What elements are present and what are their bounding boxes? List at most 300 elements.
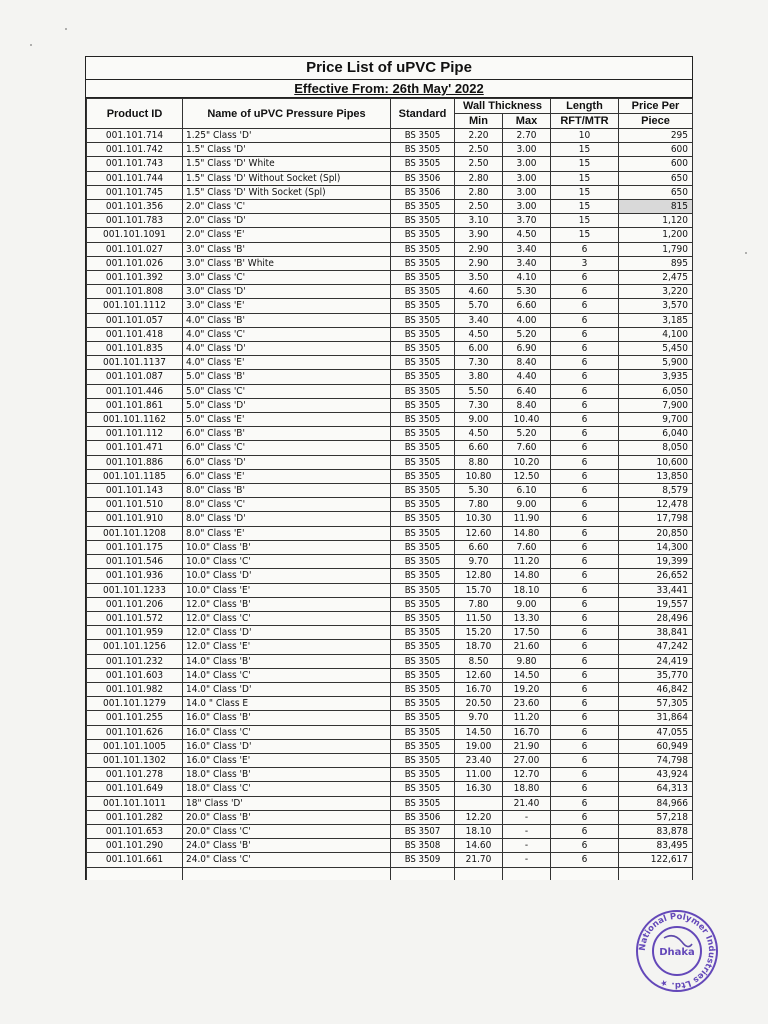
wall-max-cell: 5.20 (503, 327, 551, 341)
length-cell: 6 (551, 725, 619, 739)
scan-speck (30, 44, 32, 46)
pipe-name-cell: 20.0" Class 'B' (183, 810, 391, 824)
wall-max-cell: 14.80 (503, 569, 551, 583)
wall-max-cell: 3.00 (503, 157, 551, 171)
wall-max-cell: 6.10 (503, 484, 551, 498)
pipe-name-cell: 16.0" Class 'E' (183, 753, 391, 767)
wall-min-cell: 12.20 (455, 810, 503, 824)
length-cell: 6 (551, 555, 619, 569)
wall-min-cell: 7.80 (455, 498, 503, 512)
price-cell: 650 (619, 171, 693, 185)
table-row (87, 739, 693, 753)
product-id-cell: 001.101.886 (87, 455, 183, 469)
wall-max-cell: 3.40 (503, 242, 551, 256)
length-cell: 6 (551, 739, 619, 753)
wall-max-cell: 12.70 (503, 768, 551, 782)
standard-cell: BS 3505 (391, 555, 455, 569)
header-pipe-name: Name of uPVC Pressure Pipes (183, 99, 391, 129)
table-row (87, 512, 693, 526)
pipe-name-cell: 1.5" Class 'D' Without Socket (Spl) (183, 171, 391, 185)
product-id-cell: 001.101.255 (87, 711, 183, 725)
price-cell: 295 (619, 129, 693, 143)
length-cell: 6 (551, 711, 619, 725)
price-cell: 24,419 (619, 654, 693, 668)
product-id-cell: 001.101.510 (87, 498, 183, 512)
price-cell: 83,878 (619, 824, 693, 838)
wall-min-cell: 2.50 (455, 200, 503, 214)
blank-cell (87, 867, 183, 880)
wall-min-cell: 2.80 (455, 185, 503, 199)
standard-cell: BS 3505 (391, 697, 455, 711)
price-cell: 600 (619, 143, 693, 157)
table-row (87, 640, 693, 654)
length-cell: 15 (551, 171, 619, 185)
wall-min-cell: 4.50 (455, 327, 503, 341)
product-id-cell: 001.101.1091 (87, 228, 183, 242)
effective-date-text: Effective From: 26th May' 2022 (294, 81, 484, 96)
length-cell: 6 (551, 668, 619, 682)
table-row (87, 498, 693, 512)
wall-min-cell: 18.70 (455, 640, 503, 654)
scan-speck (745, 252, 747, 254)
price-cell: 28,496 (619, 611, 693, 625)
pipe-name-cell: 5.0" Class 'D' (183, 398, 391, 412)
standard-cell: BS 3505 (391, 129, 455, 143)
pipe-name-cell: 3.0" Class 'B' (183, 242, 391, 256)
length-cell: 6 (551, 540, 619, 554)
product-id-cell: 001.101.1185 (87, 469, 183, 483)
table-row (87, 824, 693, 838)
wall-min-cell: 4.60 (455, 285, 503, 299)
standard-cell: BS 3505 (391, 569, 455, 583)
pipe-name-cell: 3.0" Class 'C' (183, 271, 391, 285)
pipe-name-cell: 12.0" Class 'B' (183, 597, 391, 611)
product-id-cell: 001.101.1005 (87, 739, 183, 753)
table-row (87, 839, 693, 853)
wall-max-cell: 3.00 (503, 143, 551, 157)
header-price-unit: Piece (619, 114, 693, 129)
pipe-name-cell: 5.0" Class 'C' (183, 384, 391, 398)
table-row (87, 711, 693, 725)
length-cell: 10 (551, 129, 619, 143)
standard-cell: BS 3505 (391, 626, 455, 640)
wall-max-cell: 6.90 (503, 342, 551, 356)
standard-cell: BS 3505 (391, 413, 455, 427)
wall-min-cell: 2.90 (455, 242, 503, 256)
blank-cell (183, 867, 391, 880)
table-row (87, 427, 693, 441)
wall-max-cell: 12.50 (503, 469, 551, 483)
pipe-name-cell: 10.0" Class 'E' (183, 583, 391, 597)
price-cell: 33,441 (619, 583, 693, 597)
length-cell: 6 (551, 697, 619, 711)
wall-min-cell: 9.70 (455, 555, 503, 569)
pipe-name-cell: 5.0" Class 'E' (183, 413, 391, 427)
standard-cell: BS 3505 (391, 356, 455, 370)
wall-min-cell: 18.10 (455, 824, 503, 838)
product-id-cell: 001.101.546 (87, 555, 183, 569)
price-cell: 3,935 (619, 370, 693, 384)
standard-cell: BS 3505 (391, 384, 455, 398)
header-length-unit: RFT/MTR (551, 114, 619, 129)
table-row (87, 597, 693, 611)
wall-min-cell: 5.50 (455, 384, 503, 398)
wall-max-cell: 21.90 (503, 739, 551, 753)
blank-cell (503, 867, 551, 880)
table-row (87, 540, 693, 554)
pipe-name-cell: 16.0" Class 'B' (183, 711, 391, 725)
price-cell: 895 (619, 256, 693, 270)
table-row (87, 526, 693, 540)
wall-max-cell: 7.60 (503, 441, 551, 455)
price-cell: 74,798 (619, 753, 693, 767)
pipe-name-cell: 16.0" Class 'D' (183, 739, 391, 753)
standard-cell: BS 3505 (391, 540, 455, 554)
table-row (87, 143, 693, 157)
header-length: Length (551, 99, 619, 114)
length-cell: 6 (551, 441, 619, 455)
standard-cell: BS 3505 (391, 342, 455, 356)
price-cell: 13,850 (619, 469, 693, 483)
pipe-name-cell: 6.0" Class 'B' (183, 427, 391, 441)
header-max: Max (503, 114, 551, 129)
pipe-name-cell: 18.0" Class 'C' (183, 782, 391, 796)
table-row (87, 796, 693, 810)
price-cell: 8,050 (619, 441, 693, 455)
price-cell: 7,900 (619, 398, 693, 412)
table-row (87, 753, 693, 767)
wall-min-cell: 7.30 (455, 356, 503, 370)
pipe-name-cell: 1.5" Class 'D' With Socket (Spl) (183, 185, 391, 199)
wall-max-cell: 6.40 (503, 384, 551, 398)
table-row (87, 356, 693, 370)
table-row (87, 271, 693, 285)
wall-min-cell: 14.60 (455, 839, 503, 853)
standard-cell: BS 3505 (391, 484, 455, 498)
wall-min-cell: 10.80 (455, 469, 503, 483)
price-cell: 4,100 (619, 327, 693, 341)
wall-min-cell: 6.00 (455, 342, 503, 356)
length-cell: 6 (551, 753, 619, 767)
product-id-cell: 001.101.653 (87, 824, 183, 838)
wall-min-cell: 20.50 (455, 697, 503, 711)
standard-cell: BS 3506 (391, 185, 455, 199)
length-cell: 3 (551, 256, 619, 270)
pipe-name-cell: 3.0" Class 'B' White (183, 256, 391, 270)
pipe-name-cell: 2.0" Class 'D' (183, 214, 391, 228)
wall-min-cell: 3.50 (455, 271, 503, 285)
length-cell: 15 (551, 143, 619, 157)
standard-cell: BS 3505 (391, 143, 455, 157)
length-cell: 6 (551, 271, 619, 285)
table-row (87, 413, 693, 427)
standard-cell: BS 3506 (391, 810, 455, 824)
product-id-cell: 001.101.835 (87, 342, 183, 356)
product-id-cell: 001.101.175 (87, 540, 183, 554)
table-row (87, 555, 693, 569)
product-id-cell: 001.101.1256 (87, 640, 183, 654)
wall-max-cell: 14.50 (503, 668, 551, 682)
price-cell: 83,495 (619, 839, 693, 853)
price-cell: 1,200 (619, 228, 693, 242)
length-cell: 6 (551, 583, 619, 597)
product-id-cell: 001.101.087 (87, 370, 183, 384)
wall-min-cell: 15.70 (455, 583, 503, 597)
pipe-name-cell: 8.0" Class 'E' (183, 526, 391, 540)
table-row (87, 384, 693, 398)
price-cell: 57,218 (619, 810, 693, 824)
wall-min-cell: 3.80 (455, 370, 503, 384)
standard-cell: BS 3505 (391, 299, 455, 313)
pipe-name-cell: 12.0" Class 'C' (183, 611, 391, 625)
price-cell: 600 (619, 157, 693, 171)
wall-min-cell: 9.00 (455, 413, 503, 427)
table-body (87, 129, 693, 880)
standard-cell: BS 3505 (391, 682, 455, 696)
length-cell: 6 (551, 413, 619, 427)
wall-min-cell: 4.50 (455, 427, 503, 441)
wall-max-cell: 8.40 (503, 398, 551, 412)
table-row (87, 611, 693, 625)
product-id-cell: 001.101.290 (87, 839, 183, 853)
table-row (87, 853, 693, 867)
standard-cell: BS 3505 (391, 157, 455, 171)
price-cell: 6,040 (619, 427, 693, 441)
wall-max-cell: 5.30 (503, 285, 551, 299)
standard-cell: BS 3505 (391, 526, 455, 540)
pipe-name-cell: 20.0" Class 'C' (183, 824, 391, 838)
length-cell: 6 (551, 824, 619, 838)
standard-cell: BS 3505 (391, 370, 455, 384)
product-id-cell: 001.101.861 (87, 398, 183, 412)
price-cell: 57,305 (619, 697, 693, 711)
product-id-cell: 001.101.1112 (87, 299, 183, 313)
standard-cell: BS 3508 (391, 839, 455, 853)
blank-cell (619, 867, 693, 880)
wall-max-cell: 9.00 (503, 498, 551, 512)
length-cell: 15 (551, 185, 619, 199)
pipe-name-cell: 1.25" Class 'D' (183, 129, 391, 143)
price-table (86, 98, 693, 880)
wall-max-cell: 16.70 (503, 725, 551, 739)
header-wall-thickness: Wall Thickness (455, 99, 551, 114)
wall-min-cell: 16.30 (455, 782, 503, 796)
svg-text:National Polymer Industries Lt: National Polymer Industries Ltd. ★ (637, 911, 717, 991)
wall-min-cell: 6.60 (455, 441, 503, 455)
price-cell: 46,842 (619, 682, 693, 696)
price-cell: 38,841 (619, 626, 693, 640)
wall-min-cell: 8.80 (455, 455, 503, 469)
blank-cell (455, 867, 503, 880)
header-product-id: Product ID (87, 99, 183, 129)
pipe-name-cell: 4.0" Class 'C' (183, 327, 391, 341)
standard-cell: BS 3505 (391, 768, 455, 782)
table-row (87, 185, 693, 199)
wall-max-cell: 9.00 (503, 597, 551, 611)
standard-cell: BS 3505 (391, 753, 455, 767)
pipe-name-cell: 16.0" Class 'C' (183, 725, 391, 739)
product-id-cell: 001.101.603 (87, 668, 183, 682)
length-cell: 6 (551, 398, 619, 412)
wall-max-cell: 9.80 (503, 654, 551, 668)
wall-max-cell: 11.90 (503, 512, 551, 526)
standard-cell: BS 3505 (391, 214, 455, 228)
length-cell: 6 (551, 796, 619, 810)
product-id-cell: 001.101.112 (87, 427, 183, 441)
price-cell: 12,478 (619, 498, 693, 512)
price-cell: 19,399 (619, 555, 693, 569)
product-id-cell: 001.101.959 (87, 626, 183, 640)
wall-min-cell: 12.80 (455, 569, 503, 583)
standard-cell: BS 3505 (391, 512, 455, 526)
table-row (87, 782, 693, 796)
product-id-cell: 001.101.418 (87, 327, 183, 341)
price-cell: 3,185 (619, 313, 693, 327)
product-id-cell: 001.101.1208 (87, 526, 183, 540)
wall-min-cell: 7.80 (455, 597, 503, 611)
product-id-cell: 001.101.446 (87, 384, 183, 398)
wall-min-cell: 3.10 (455, 214, 503, 228)
standard-cell: BS 3505 (391, 427, 455, 441)
pipe-name-cell: 8.0" Class 'D' (183, 512, 391, 526)
product-id-cell: 001.101.982 (87, 682, 183, 696)
length-cell: 6 (551, 469, 619, 483)
table-row (87, 242, 693, 256)
header-price: Price Per (619, 99, 693, 114)
product-id-cell: 001.101.471 (87, 441, 183, 455)
product-id-cell: 001.101.1011 (87, 796, 183, 810)
pipe-name-cell: 14.0 " Class E (183, 697, 391, 711)
price-cell: 815 (619, 200, 693, 214)
price-cell: 47,055 (619, 725, 693, 739)
product-id-cell: 001.101.808 (87, 285, 183, 299)
length-cell: 6 (551, 810, 619, 824)
pipe-name-cell: 10.0" Class 'C' (183, 555, 391, 569)
length-cell: 6 (551, 626, 619, 640)
price-cell: 35,770 (619, 668, 693, 682)
header-min: Min (455, 114, 503, 129)
product-id-cell: 001.101.910 (87, 512, 183, 526)
product-id-cell: 001.101.392 (87, 271, 183, 285)
product-id-cell: 001.101.744 (87, 171, 183, 185)
wall-min-cell: 2.50 (455, 143, 503, 157)
product-id-cell: 001.101.143 (87, 484, 183, 498)
wall-min-cell: 2.50 (455, 157, 503, 171)
table-row (87, 569, 693, 583)
table-row (87, 228, 693, 242)
wall-max-cell: 7.60 (503, 540, 551, 554)
pipe-name-cell: 4.0" Class 'D' (183, 342, 391, 356)
table-row (87, 725, 693, 739)
price-cell: 84,966 (619, 796, 693, 810)
wall-max-cell: 4.50 (503, 228, 551, 242)
pipe-name-cell: 2.0" Class 'E' (183, 228, 391, 242)
wall-max-cell: 3.40 (503, 256, 551, 270)
table-row (87, 200, 693, 214)
product-id-cell: 001.101.936 (87, 569, 183, 583)
wall-max-cell: 21.40 (503, 796, 551, 810)
table-row (87, 626, 693, 640)
pipe-name-cell: 8.0" Class 'C' (183, 498, 391, 512)
pipe-name-cell: 24.0" Class 'B' (183, 839, 391, 853)
pipe-name-cell: 12.0" Class 'E' (183, 640, 391, 654)
product-id-cell: 001.101.027 (87, 242, 183, 256)
length-cell: 6 (551, 654, 619, 668)
price-cell: 8,579 (619, 484, 693, 498)
document-title: Price List of uPVC Pipe (86, 57, 692, 80)
product-id-cell: 001.101.1137 (87, 356, 183, 370)
pipe-name-cell: 18" Class 'D' (183, 796, 391, 810)
price-list-sheet (85, 56, 693, 880)
wall-min-cell: 11.00 (455, 768, 503, 782)
product-id-cell: 001.101.1162 (87, 413, 183, 427)
table-row (87, 469, 693, 483)
length-cell: 6 (551, 455, 619, 469)
wall-min-cell: 7.30 (455, 398, 503, 412)
svg-text:Dhaka: Dhaka (659, 947, 695, 958)
wall-min-cell: 23.40 (455, 753, 503, 767)
wall-min-cell: 2.80 (455, 171, 503, 185)
wall-max-cell: 6.60 (503, 299, 551, 313)
wall-min-cell: 11.50 (455, 611, 503, 625)
wall-max-cell: 11.20 (503, 711, 551, 725)
wall-max-cell: 3.70 (503, 214, 551, 228)
standard-cell: BS 3505 (391, 455, 455, 469)
pipe-name-cell: 10.0" Class 'D' (183, 569, 391, 583)
wall-min-cell: 2.90 (455, 256, 503, 270)
wall-max-cell: 21.60 (503, 640, 551, 654)
table-row (87, 583, 693, 597)
product-id-cell: 001.101.1233 (87, 583, 183, 597)
standard-cell: BS 3505 (391, 271, 455, 285)
price-cell: 60,949 (619, 739, 693, 753)
length-cell: 6 (551, 512, 619, 526)
pipe-name-cell: 8.0" Class 'B' (183, 484, 391, 498)
product-id-cell: 001.101.232 (87, 654, 183, 668)
wall-max-cell: 3.00 (503, 171, 551, 185)
price-cell: 3,220 (619, 285, 693, 299)
table-row (87, 668, 693, 682)
wall-max-cell: - (503, 853, 551, 867)
pipe-name-cell: 12.0" Class 'D' (183, 626, 391, 640)
wall-max-cell: 18.80 (503, 782, 551, 796)
wall-max-cell: 23.60 (503, 697, 551, 711)
length-cell: 6 (551, 569, 619, 583)
standard-cell: BS 3509 (391, 853, 455, 867)
standard-cell: BS 3505 (391, 398, 455, 412)
wall-min-cell: 14.50 (455, 725, 503, 739)
table-row (87, 214, 693, 228)
standard-cell: BS 3505 (391, 711, 455, 725)
table-row (87, 398, 693, 412)
wall-max-cell: 18.10 (503, 583, 551, 597)
product-id-cell: 001.101.742 (87, 143, 183, 157)
scan-speck (65, 28, 67, 30)
standard-cell: BS 3505 (391, 200, 455, 214)
wall-max-cell: 4.00 (503, 313, 551, 327)
price-cell: 9,700 (619, 413, 693, 427)
pipe-name-cell: 1.5" Class 'D' White (183, 157, 391, 171)
length-cell: 6 (551, 327, 619, 341)
company-seal-stamp (634, 908, 720, 994)
table-row (87, 285, 693, 299)
standard-cell: BS 3505 (391, 796, 455, 810)
wall-max-cell: - (503, 839, 551, 853)
price-cell: 5,900 (619, 356, 693, 370)
product-id-cell: 001.101.649 (87, 782, 183, 796)
price-cell: 26,652 (619, 569, 693, 583)
price-cell: 31,864 (619, 711, 693, 725)
